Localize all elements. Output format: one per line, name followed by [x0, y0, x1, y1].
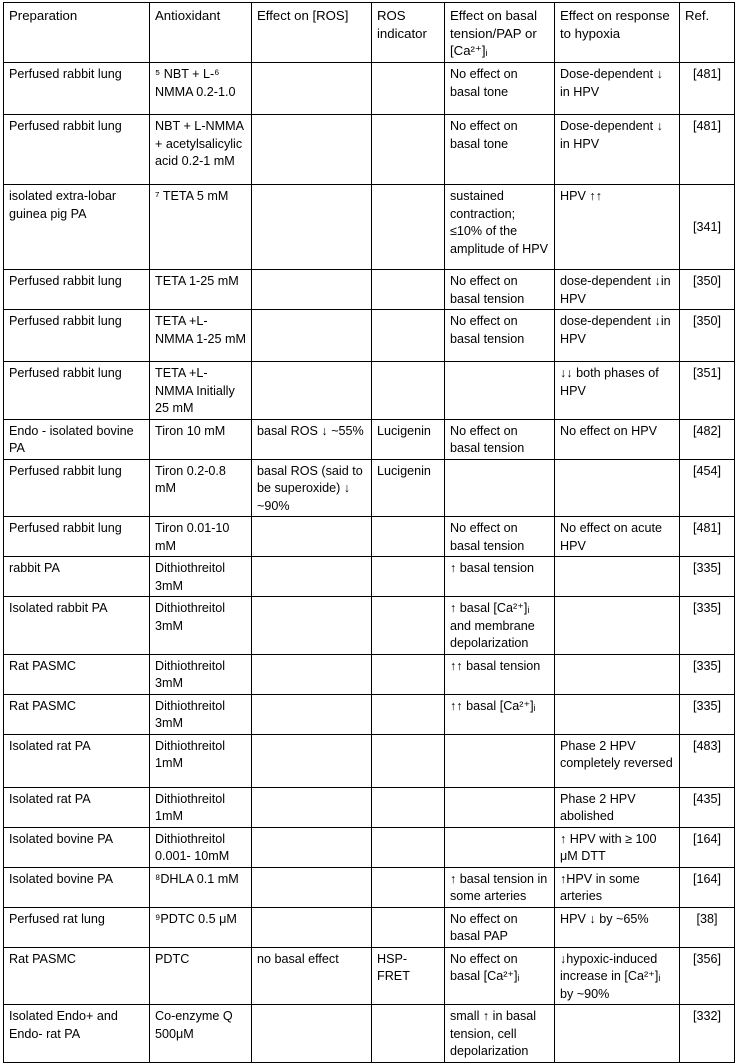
table-row [4, 185, 735, 270]
cell-effect-on-ros [252, 827, 372, 867]
cell-antioxidant: TETA 1-25 mM [150, 270, 252, 310]
cell-ref: [164] [680, 867, 735, 907]
cell-effect-on-basal: ↑↑ basal [Ca²⁺]ᵢ [445, 694, 555, 734]
cell-effect-on-basal [445, 362, 555, 420]
cell-antioxidant: Dithiothreitol 1mM [150, 734, 252, 787]
cell-ref: [482] [680, 419, 735, 459]
table-row [4, 694, 735, 734]
cell-effect-on-hypoxia [555, 1005, 680, 1063]
cell-preparation: Rat PASMC [4, 694, 150, 734]
cell-antioxidant: ⁸DHLA 0.1 mM [150, 867, 252, 907]
cell-ros-indicator [372, 787, 445, 827]
cell-preparation: Isolated Endo+ and Endo- rat PA [4, 1005, 150, 1063]
cell-preparation: Perfused rabbit lung [4, 270, 150, 310]
cell-ros-indicator [372, 557, 445, 597]
cell-effect-on-hypoxia [555, 694, 680, 734]
cell-antioxidant: Tiron 0.2-0.8 mM [150, 459, 252, 517]
cell-preparation: Rat PASMC [4, 947, 150, 1005]
cell-ros-indicator: Lucigenin [372, 419, 445, 459]
cell-ref: [341] [680, 185, 735, 270]
table-row [4, 557, 735, 597]
cell-effect-on-hypoxia [555, 597, 680, 655]
cell-ros-indicator [372, 1005, 445, 1063]
cell-effect-on-ros [252, 517, 372, 557]
cell-ros-indicator [372, 310, 445, 362]
table-header-row [4, 3, 735, 63]
table-row [4, 310, 735, 362]
cell-effect-on-hypoxia: ↑ HPV with ≥ 100 μM DTT [555, 827, 680, 867]
cell-effect-on-basal [445, 787, 555, 827]
cell-effect-on-ros: basal ROS (said to be superoxide) ↓ ~90% [252, 459, 372, 517]
cell-ref: [350] [680, 310, 735, 362]
cell-antioxidant: Dithiothreitol 0.001- 10mM [150, 827, 252, 867]
cell-effect-on-ros [252, 734, 372, 787]
table-row [4, 362, 735, 420]
cell-ref: [481] [680, 517, 735, 557]
cell-effect-on-ros [252, 557, 372, 597]
cell-ref: [351] [680, 362, 735, 420]
cell-preparation: Isolated bovine PA [4, 827, 150, 867]
cell-ros-indicator [372, 185, 445, 270]
cell-ref: [332] [680, 1005, 735, 1063]
table-row [4, 459, 735, 517]
cell-effect-on-basal: ↑ basal [Ca²⁺]ᵢ and membrane depolarization [445, 597, 555, 655]
table-body [4, 63, 735, 1063]
column-header-antioxidant: Antioxidant [150, 3, 252, 63]
cell-effect-on-ros [252, 867, 372, 907]
cell-antioxidant: Dithiothreitol 3mM [150, 654, 252, 694]
cell-preparation: Perfused rabbit lung [4, 517, 150, 557]
cell-preparation: Rat PASMC [4, 654, 150, 694]
cell-antioxidant: TETA +L-NMMA Initially 25 mM [150, 362, 252, 420]
table-row [4, 734, 735, 787]
cell-effect-on-ros [252, 362, 372, 420]
cell-ros-indicator [372, 270, 445, 310]
table-row [4, 907, 735, 947]
cell-effect-on-ros [252, 270, 372, 310]
cell-effect-on-basal: No effect on basal tone [445, 63, 555, 115]
cell-preparation: rabbit PA [4, 557, 150, 597]
cell-effect-on-basal: ↑ basal tension in some arteries [445, 867, 555, 907]
cell-effect-on-hypoxia: ↑HPV in some arteries [555, 867, 680, 907]
cell-effect-on-hypoxia: HPV ↑↑ [555, 185, 680, 270]
cell-preparation: Perfused rabbit lung [4, 115, 150, 185]
column-header-ros-indicator: ROS indicator [372, 3, 445, 63]
table-row [4, 597, 735, 655]
table-row [4, 1005, 735, 1063]
cell-ref: [335] [680, 654, 735, 694]
cell-antioxidant: PDTC [150, 947, 252, 1005]
cell-effect-on-basal: No effect on basal tension [445, 270, 555, 310]
cell-ref: [356] [680, 947, 735, 1005]
cell-antioxidant: Dithiothreitol 3mM [150, 694, 252, 734]
cell-antioxidant: TETA +L-NMMA 1-25 mM [150, 310, 252, 362]
cell-ref: [350] [680, 270, 735, 310]
cell-effect-on-basal: No effect on basal PAP [445, 907, 555, 947]
table-row [4, 867, 735, 907]
cell-effect-on-basal: small ↑ in basal tension, cell depolarization [445, 1005, 555, 1063]
cell-effect-on-basal: No effect on basal tone [445, 115, 555, 185]
cell-ref: [481] [680, 63, 735, 115]
cell-ros-indicator [372, 654, 445, 694]
cell-effect-on-basal: ↑ basal tension [445, 557, 555, 597]
cell-effect-on-ros [252, 694, 372, 734]
cell-ros-indicator [372, 907, 445, 947]
cell-effect-on-ros: no basal effect [252, 947, 372, 1005]
cell-preparation: Isolated bovine PA [4, 867, 150, 907]
cell-effect-on-ros [252, 310, 372, 362]
column-header-effect-on-ros: Effect on [ROS] [252, 3, 372, 63]
cell-effect-on-hypoxia: ↓hypoxic-induced increase in [Ca²⁺]ᵢ by ~90% [555, 947, 680, 1005]
table-row [4, 63, 735, 115]
cell-preparation: isolated extra-lobar guinea pig PA [4, 185, 150, 270]
cell-effect-on-ros: basal ROS ↓ ~55% [252, 419, 372, 459]
cell-effect-on-ros [252, 115, 372, 185]
cell-preparation: Perfused rabbit lung [4, 459, 150, 517]
cell-ref: [483] [680, 734, 735, 787]
cell-effect-on-hypoxia [555, 654, 680, 694]
table-row [4, 827, 735, 867]
cell-ref: [335] [680, 557, 735, 597]
cell-effect-on-basal: No effect on basal tension [445, 419, 555, 459]
cell-effect-on-ros [252, 1005, 372, 1063]
cell-ros-indicator [372, 597, 445, 655]
cell-effect-on-hypoxia: Dose-dependent ↓ in HPV [555, 63, 680, 115]
cell-effect-on-basal: ↑↑ basal tension [445, 654, 555, 694]
cell-effect-on-basal: No effect on basal [Ca²⁺]ᵢ [445, 947, 555, 1005]
cell-ref: [335] [680, 597, 735, 655]
cell-effect-on-hypoxia: dose-dependent ↓in HPV [555, 310, 680, 362]
cell-effect-on-hypoxia: HPV ↓ by ~65% [555, 907, 680, 947]
cell-preparation: Isolated rat PA [4, 787, 150, 827]
table-row [4, 947, 735, 1005]
cell-preparation: Perfused rabbit lung [4, 310, 150, 362]
cell-effect-on-basal: sustained contraction; ≤10% of the amplitude of HPV [445, 185, 555, 270]
column-header-ref: Ref. [680, 3, 735, 63]
table-row [4, 787, 735, 827]
cell-preparation: Perfused rabbit lung [4, 63, 150, 115]
cell-effect-on-basal: No effect on basal tension [445, 517, 555, 557]
cell-effect-on-hypoxia: No effect on acute HPV [555, 517, 680, 557]
cell-preparation: Isolated rat PA [4, 734, 150, 787]
cell-antioxidant: ⁹PDTC 0.5 μM [150, 907, 252, 947]
cell-effect-on-hypoxia: Dose-dependent ↓ in HPV [555, 115, 680, 185]
cell-ros-indicator [372, 517, 445, 557]
cell-effect-on-hypoxia: ↓↓ both phases of HPV [555, 362, 680, 420]
cell-effect-on-ros [252, 597, 372, 655]
cell-effect-on-hypoxia [555, 557, 680, 597]
cell-ros-indicator [372, 827, 445, 867]
cell-ros-indicator [372, 867, 445, 907]
cell-effect-on-basal [445, 827, 555, 867]
cell-ros-indicator [372, 63, 445, 115]
cell-preparation: Isolated rabbit PA [4, 597, 150, 655]
table-row [4, 115, 735, 185]
cell-ros-indicator: HSP-FRET [372, 947, 445, 1005]
cell-ros-indicator [372, 734, 445, 787]
cell-antioxidant: NBT + L-NMMA + acetylsalicylic acid 0.2-1 mM [150, 115, 252, 185]
cell-antioxidant: Co-enzyme Q 500μM [150, 1005, 252, 1063]
cell-effect-on-hypoxia [555, 459, 680, 517]
table-row [4, 517, 735, 557]
cell-antioxidant: Dithiothreitol 1mM [150, 787, 252, 827]
cell-antioxidant: ⁵ NBT + L-⁶ NMMA 0.2-1.0 [150, 63, 252, 115]
column-header-effect-on-hypoxia: Effect on response to hypoxia [555, 3, 680, 63]
cell-effect-on-hypoxia: No effect on HPV [555, 419, 680, 459]
cell-effect-on-ros [252, 654, 372, 694]
column-header-preparation: Preparation [4, 3, 150, 63]
antioxidant-table [3, 2, 735, 1063]
cell-antioxidant: Tiron 0.01-10 mM [150, 517, 252, 557]
cell-ros-indicator [372, 694, 445, 734]
cell-effect-on-basal: No effect on basal tension [445, 310, 555, 362]
cell-ref: [481] [680, 115, 735, 185]
cell-antioxidant: Dithiothreitol 3mM [150, 597, 252, 655]
cell-antioxidant: ⁷ TETA 5 mM [150, 185, 252, 270]
cell-preparation: Endo - isolated bovine PA [4, 419, 150, 459]
table-row [4, 270, 735, 310]
cell-ref: [38] [680, 907, 735, 947]
cell-antioxidant: Tiron 10 mM [150, 419, 252, 459]
cell-effect-on-ros [252, 907, 372, 947]
cell-preparation: Perfused rat lung [4, 907, 150, 947]
cell-effect-on-hypoxia: Phase 2 HPV abolished [555, 787, 680, 827]
cell-ref: [435] [680, 787, 735, 827]
cell-ros-indicator [372, 362, 445, 420]
cell-effect-on-ros [252, 787, 372, 827]
cell-effect-on-hypoxia: Phase 2 HPV completely reversed [555, 734, 680, 787]
cell-preparation: Perfused rabbit lung [4, 362, 150, 420]
cell-effect-on-basal [445, 734, 555, 787]
cell-ros-indicator: Lucigenin [372, 459, 445, 517]
table-row [4, 419, 735, 459]
cell-effect-on-ros [252, 185, 372, 270]
column-header-effect-on-basal: Effect on basal tension/PAP or [Ca²⁺]ᵢ [445, 3, 555, 63]
table-row [4, 654, 735, 694]
cell-effect-on-basal [445, 459, 555, 517]
cell-ref: [335] [680, 694, 735, 734]
cell-antioxidant: Dithiothreitol 3mM [150, 557, 252, 597]
cell-ref: [164] [680, 827, 735, 867]
cell-effect-on-hypoxia: dose-dependent ↓in HPV [555, 270, 680, 310]
cell-ref: [454] [680, 459, 735, 517]
cell-ros-indicator [372, 115, 445, 185]
cell-effect-on-ros [252, 63, 372, 115]
